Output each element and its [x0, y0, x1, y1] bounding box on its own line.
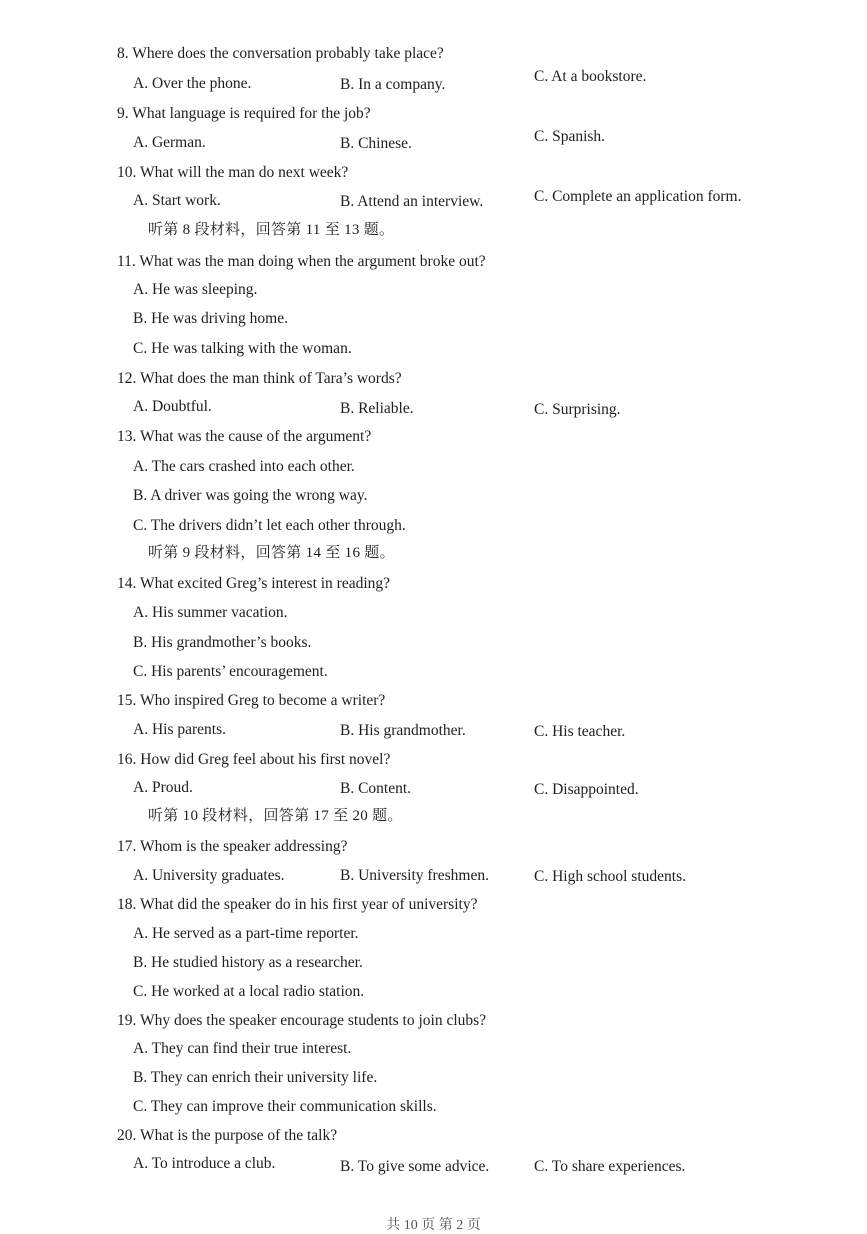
q11-option-a: A. He was sleeping. [133, 281, 258, 298]
q13-option-b: B. A driver was going the wrong way. [133, 487, 368, 504]
q10-option-a: A. Start work. [133, 192, 221, 209]
q20-option-a: A. To introduce a club. [133, 1155, 276, 1172]
question-16: 16. How did Greg feel about his first novel? [117, 751, 391, 768]
q14-option-b: B. His grandmother’s books. [133, 634, 312, 651]
question-10: 10. What will the man do next week? [117, 164, 349, 181]
question-13: 13. What was the cause of the argument? [117, 428, 372, 445]
q14-option-c: C. His parents’ encouragement. [133, 663, 328, 680]
q9-option-b: B. Chinese. [340, 135, 412, 152]
question-11: 11. What was the man doing when the argument broke out? [117, 253, 486, 270]
section-9-instruction: 听第 9 段材料，回答第 14 至 16 题。 [148, 545, 395, 561]
q16-option-a: A. Proud. [133, 779, 193, 796]
q17-option-c: C. High school students. [534, 868, 686, 885]
q8-option-a: A. Over the phone. [133, 75, 252, 92]
q19-option-a: A. They can find their true interest. [133, 1040, 352, 1057]
q18-option-b: B. He studied history as a researcher. [133, 954, 363, 971]
q11-option-c: C. He was talking with the woman. [133, 340, 352, 357]
q11-option-b: B. He was driving home. [133, 310, 288, 327]
question-19: 19. Why does the speaker encourage students to join clubs? [117, 1012, 487, 1029]
q18-option-c: C. He worked at a local radio station. [133, 983, 365, 1000]
q18-option-a: A. He served as a part-time reporter. [133, 925, 359, 942]
q19-option-c: C. They can improve their communication skills. [133, 1098, 437, 1115]
question-14: 14. What excited Greg’s interest in reading? [117, 575, 391, 592]
q13-option-a: A. The cars crashed into each other. [133, 458, 355, 475]
section-10-instruction: 听第 10 段材料，回答第 17 至 20 题。 [148, 808, 403, 824]
q20-option-b: B. To give some advice. [340, 1158, 490, 1175]
q12-option-a: A. Doubtful. [133, 398, 212, 415]
q15-option-c: C. His teacher. [534, 723, 626, 740]
question-18: 18. What did the speaker do in his first year of university? [117, 896, 478, 913]
q10-option-c: C. Complete an application form. [534, 188, 742, 205]
question-20: 20. What is the purpose of the talk? [117, 1127, 338, 1144]
q12-option-b: B. Reliable. [340, 400, 414, 417]
q12-option-c: C. Surprising. [534, 401, 621, 418]
q13-option-c: C. The drivers didn’t let each other through. [133, 517, 406, 534]
q15-option-b: B. His grandmother. [340, 722, 466, 739]
q9-option-a: A. German. [133, 134, 206, 151]
q16-option-c: C. Disappointed. [534, 781, 639, 798]
q10-option-b: B. Attend an interview. [340, 193, 484, 210]
q20-option-c: C. To share experiences. [534, 1158, 686, 1175]
q8-option-c: C. At a bookstore. [534, 68, 647, 85]
question-15: 15. Who inspired Greg to become a writer? [117, 692, 386, 709]
question-9: 9. What language is required for the job? [117, 105, 371, 122]
page-footer: 共 10 页 第 2 页 [386, 1218, 481, 1233]
q19-option-b: B. They can enrich their university life. [133, 1069, 378, 1086]
q16-option-b: B. Content. [340, 780, 412, 797]
section-8-instruction: 听第 8 段材料，回答第 11 至 13 题。 [148, 222, 395, 238]
question-17: 17. Whom is the speaker addressing? [117, 838, 348, 855]
q15-option-a: A. His parents. [133, 721, 226, 738]
question-12: 12. What does the man think of Tara’s words? [117, 370, 402, 387]
q9-option-c: C. Spanish. [534, 128, 606, 145]
q8-option-b: B. In a company. [340, 76, 446, 93]
q14-option-a: A. His summer vacation. [133, 604, 288, 621]
q17-option-b: B. University freshmen. [340, 867, 489, 884]
q17-option-a: A. University graduates. [133, 867, 285, 884]
question-8: 8. Where does the conversation probably take place? [117, 45, 444, 62]
